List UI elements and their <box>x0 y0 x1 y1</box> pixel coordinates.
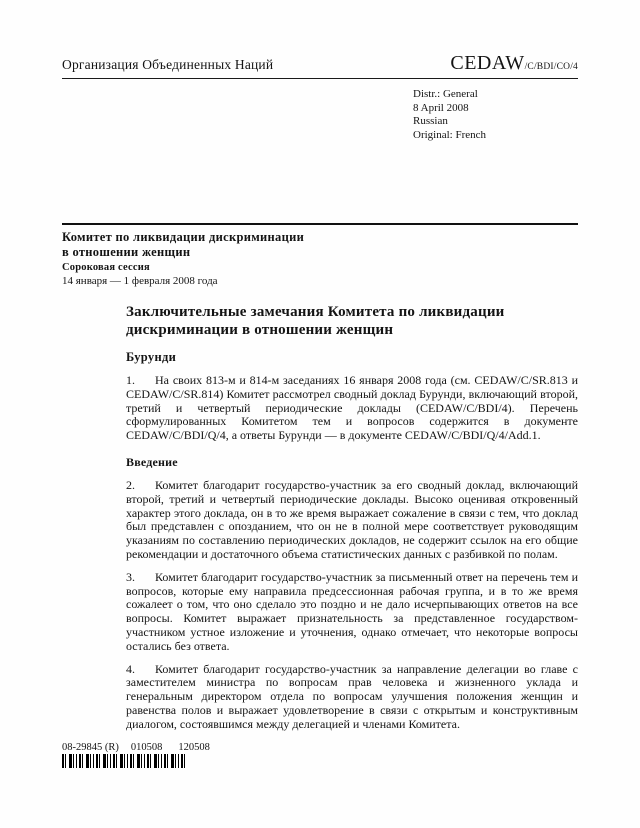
footer-codes <box>62 742 210 753</box>
page-header <box>62 52 578 75</box>
barcode <box>62 754 188 768</box>
paragraph-number: 3. <box>126 569 135 584</box>
paragraph-4 <box>126 663 578 732</box>
paragraph-1 <box>126 374 578 443</box>
header-divider <box>62 78 578 79</box>
paragraph-number: 2. <box>126 477 135 492</box>
distr-original-language: Original: French <box>413 128 487 141</box>
distr-language: Russian <box>413 115 448 127</box>
session-dates: 14 января — 1 февраля 2008 года <box>62 275 218 287</box>
paragraph-2 <box>126 479 578 562</box>
paragraph-text: Комитет благодарит государство-участник за письменный ответ на перечень тем и вопросов, которые ему направила предсессионная рабочая группа, и в то же время сожалеет о том, что оно сделало это поздно и не дало исчерпывающих ответов на все вопросы. Комитет выражает признательность за представленное государством-участником устное изложение и уточнения, однако отмечает, что некоторые вопросы остались без ответа. <box>126 569 578 653</box>
distr-type: Distr.: General <box>413 88 478 100</box>
footer-date-code-2: 120508 <box>178 742 210 753</box>
paragraph-3 <box>126 571 578 654</box>
section-divider <box>62 223 578 225</box>
document-title: Заключительные замечания Комитета по ликвидации дискриминации в отношении женщин <box>126 304 505 338</box>
committee-name-line1: Комитет по ликвидации дискриминации <box>62 230 305 244</box>
distribution-block <box>413 88 486 142</box>
distr-date: 8 April 2008 <box>413 101 469 114</box>
page-footer <box>62 742 210 768</box>
intro-heading: Введение <box>126 454 178 469</box>
document-symbol-suffix: /C/BDI/CO/4 <box>524 62 578 72</box>
country-heading: Бурунди <box>126 350 177 364</box>
paragraph-text: Комитет благодарит государство-участник за его сводный доклад, включающий второй, третий и четвертый периодические доклады. Высоко оценивая откровенный характер этого доклада, он в то же время выражает сожаление в связи с тем, что доклад был представлен с опозданием, что он не в полной мере соответствует руководящим указаниям по составлению периодических докладов, не содержит ссылок на его общие рекомендации и достаточного объема статистических данных с разбивкой по полам. <box>126 477 578 561</box>
document-symbol-main: CEDAW <box>450 52 525 74</box>
committee-name-line2: в отношении женщин <box>62 245 191 259</box>
footer-date-code-1: 010508 <box>130 742 163 753</box>
document-symbol <box>450 52 578 75</box>
committee-block <box>62 230 304 288</box>
paragraph-number: 4. <box>126 661 135 676</box>
footer-document-number: 08-29845 (R) <box>62 742 119 753</box>
document-body <box>126 304 578 732</box>
un-org-name: Организация Объединенных Наций <box>62 57 274 72</box>
paragraph-text: На своих 813-м и 814-м заседаниях 16 января 2008 года (см. CEDAW/C/SR.813 и CEDAW/C/SR.814) Комитет рассмотрел сводный доклад Бурунди, включающий второй, третий и четвертый периодические доклады (CEDAW/C/BDI/4). Перечень сформулированных Комитетом тем и вопросов содержится в документе CEDAW/C/BDI/Q/4, а ответы Бурунди — в документе CEDAW/C/BDI/Q/4/Add.1. <box>126 373 578 443</box>
session-label: Сороковая сессия <box>62 262 150 273</box>
paragraph-number: 1. <box>126 373 135 387</box>
paragraph-text: Комитет благодарит государство-участник за направление делегации во главе с заместителем министра по вопросам прав человека и жизненного уклада и генеральным директором отдела по вопросам улучшения положения женщин и равенства полов и выражает удовлетворение в связи с открытым и конструктивным диалогом, состоявшимся между делегацией и членами Комитета. <box>126 661 578 731</box>
